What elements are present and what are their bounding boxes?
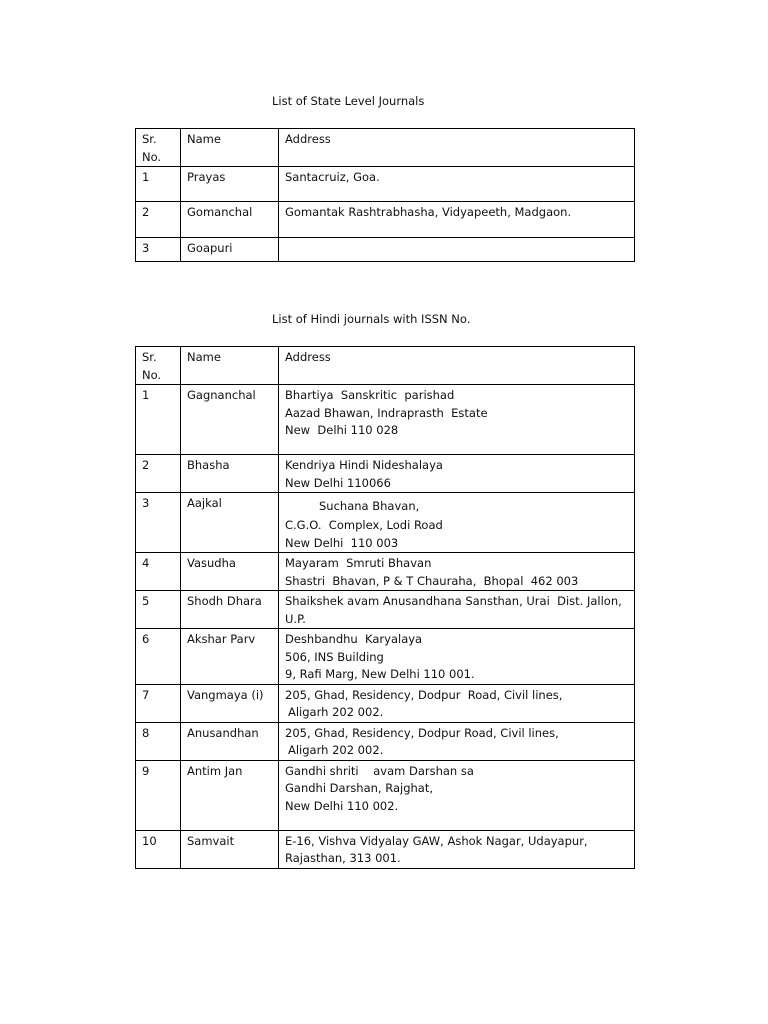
address-line: U.P. [285,611,306,626]
table-row [136,238,635,262]
address-cell [279,553,635,591]
address-line: Shastri Bhavan, P & T Chauraha, Bhopal 462 003 [285,573,579,588]
sr-cell: 1 [136,167,181,202]
address-line: New Delhi 110066 [285,475,391,490]
sr-cell: 3 [136,493,181,553]
sr-cell: 4 [136,553,181,591]
sr-cell: 8 [136,722,181,760]
name-cell: Antim Jan [181,760,279,830]
sr-cell: 6 [136,629,181,685]
address-cell: Gomantak Rashtrabhasha, Vidyapeeth, Madgaon. [279,202,635,238]
sr-cell: 2 [136,202,181,238]
header-address: Address [279,129,635,167]
address-line: Deshbandhu Karyalaya [285,632,423,646]
state-journals-table [135,128,635,262]
address-line: E-16, Vishva Vidyalay GAW, Ashok Nagar, Udayapur, [285,833,588,848]
address-line: 9, Rafi Marg, New Delhi 110 001. [285,667,475,681]
state-journals-title: List of State Level Journals [272,94,425,108]
header-name: Name [181,347,279,385]
address-line: New Delhi 110 003 [285,535,399,550]
table-row [136,455,635,493]
name-cell: Vangmaya (i) [181,684,279,722]
sr-cell: 1 [136,385,181,455]
name-cell: Aajkal [181,493,279,553]
sr-cell: 5 [136,591,181,629]
address-cell [279,760,635,830]
address-line: Gandhi Darshan, Rajghat, [285,781,434,795]
table-row [136,830,635,868]
address-line: 506, INS Building [285,649,384,664]
address-line: Bhartiya Sanskritic parishad [285,388,455,402]
address-line: C.G.O. Complex, Lodi Road [285,518,443,532]
name-cell: Goapuri [181,238,279,262]
header-sr-no: Sr. No. [136,129,181,167]
address-cell [279,684,635,722]
table-row [136,493,635,553]
address-line: New Delhi 110 028 [285,423,399,437]
address-cell [279,591,635,629]
address-cell [279,385,635,455]
name-cell: Shodh Dhara [181,591,279,629]
name-cell: Akshar Parv [181,629,279,685]
address-cell [279,722,635,760]
name-cell: Bhasha [181,455,279,493]
name-cell: Gagnanchal [181,385,279,455]
table-header-row [136,347,635,385]
table-row [136,385,635,455]
table-row [136,684,635,722]
header-name: Name [181,129,279,167]
sr-cell: 3 [136,238,181,262]
sr-cell: 9 [136,760,181,830]
address-cell [279,629,635,685]
address-line: Shaikshek avam Anusandhana Sansthan, Urai Dist. Jallon, [285,594,622,608]
table-row [136,722,635,760]
table-row [136,629,635,685]
table-row [136,167,635,202]
header-sr-no: Sr. No. [136,347,181,385]
address-cell [279,238,635,262]
header-address: Address [279,347,635,385]
address-line: Rajasthan, 313 001. [285,851,401,865]
address-line: Aazad Bhawan, Indraprasth Estate [285,405,488,420]
address-cell [279,493,635,553]
address-line: Kendriya Hindi Nideshalaya [285,458,443,472]
address-line: Mayaram Smruti Bhavan [285,556,432,570]
address-line: Aligarh 202 002. [288,743,384,757]
sr-cell: 7 [136,684,181,722]
address-cell [279,455,635,493]
sr-cell: 10 [136,830,181,868]
hindi-journals-table [135,346,635,869]
table-row [136,553,635,591]
address-line: 205, Ghad, Residency, Dodpur Road, Civil lines, [285,687,563,702]
name-cell: Prayas [181,167,279,202]
table-header-row [136,129,635,167]
address-line: New Delhi 110 002. [285,798,399,813]
table-row [136,591,635,629]
table-row [136,760,635,830]
name-cell: Vasudha [181,553,279,591]
address-line: Suchana Bhavan, [319,499,420,513]
address-line: Gandhi shriti avam Darshan sa [285,763,474,778]
hindi-journals-title: List of Hindi journals with ISSN No. [272,312,471,326]
address-cell: Santacruiz, Goa. [279,167,635,202]
sr-cell: 2 [136,455,181,493]
name-cell: Samvait [181,830,279,868]
address-cell [279,830,635,868]
name-cell: Anusandhan [181,722,279,760]
address-line: Aligarh 202 002. [288,705,384,719]
name-cell: Gomanchal [181,202,279,238]
address-line: 205, Ghad, Residency, Dodpur Road, Civil lines, [285,725,559,740]
table-row [136,202,635,238]
